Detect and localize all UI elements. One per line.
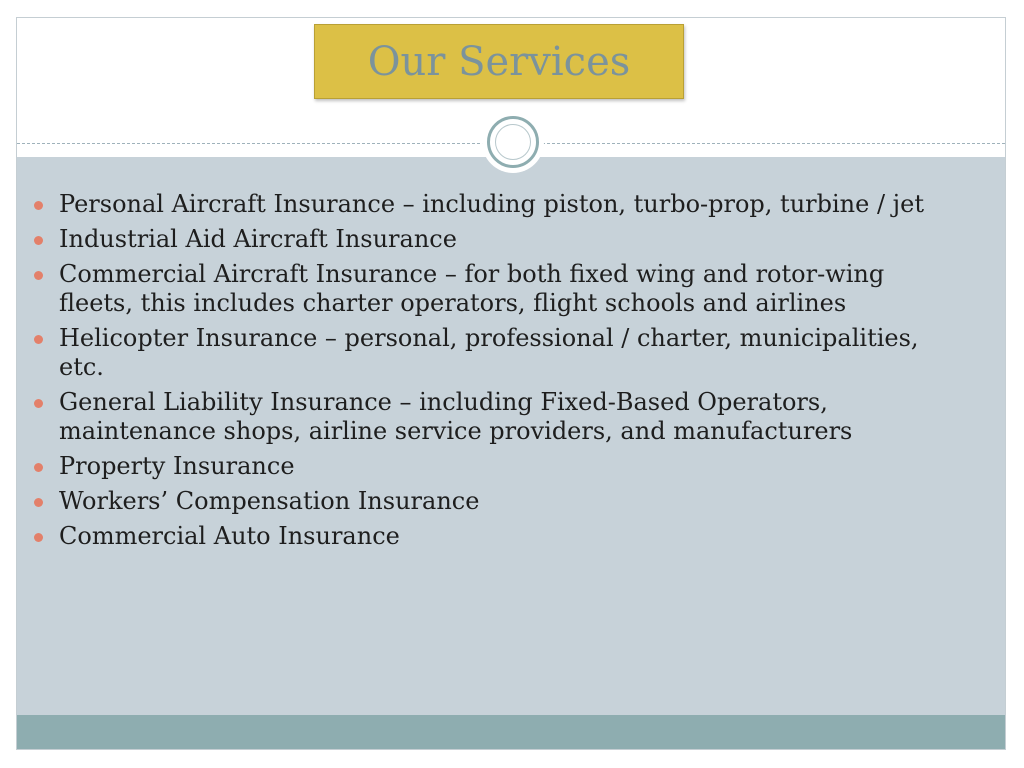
bullet-dot-icon bbox=[34, 335, 43, 344]
list-item-text: Personal Aircraft Insurance – including piston, turbo-prop, turbine / jet bbox=[59, 190, 924, 218]
bullet-dot-icon bbox=[34, 463, 43, 472]
list-item bbox=[30, 260, 960, 318]
slide-title: Our Services bbox=[367, 38, 631, 85]
list-item bbox=[30, 388, 960, 446]
bullet-dot-icon bbox=[34, 201, 43, 210]
list-item bbox=[30, 324, 960, 382]
list-item bbox=[30, 487, 960, 516]
list-item bbox=[30, 225, 960, 254]
ornament-inner-ring bbox=[495, 124, 531, 160]
ornament-ring bbox=[487, 116, 539, 168]
bullet-dot-icon bbox=[34, 236, 43, 245]
circle-ornament-icon bbox=[482, 111, 544, 173]
list-item-text: Helicopter Insurance – personal, professional / charter, municipalities, etc. bbox=[59, 324, 919, 381]
list-item bbox=[30, 522, 960, 551]
bullet-dot-icon bbox=[34, 399, 43, 408]
footer-band bbox=[17, 715, 1005, 749]
list-item-text: Commercial Auto Insurance bbox=[59, 522, 400, 550]
list-item bbox=[30, 190, 960, 219]
list-item-text: General Liability Insurance – including Fixed-Based Operators, maintenance shops, airline service providers, and manufacturers bbox=[59, 388, 853, 445]
list-item-text: Property Insurance bbox=[59, 452, 295, 480]
list-item-text: Workers’ Compensation Insurance bbox=[59, 487, 480, 515]
list-item-text: Commercial Aircraft Insurance – for both fixed wing and rotor-wing fleets, this includes charter operators, flight schools and airlines bbox=[59, 260, 885, 317]
bullet-dot-icon bbox=[34, 533, 43, 542]
list-item bbox=[30, 452, 960, 481]
bullet-dot-icon bbox=[34, 271, 43, 280]
list-item-text: Industrial Aid Aircraft Insurance bbox=[59, 225, 457, 253]
bullet-dot-icon bbox=[34, 498, 43, 507]
title-box bbox=[314, 24, 684, 99]
services-list bbox=[30, 190, 960, 557]
